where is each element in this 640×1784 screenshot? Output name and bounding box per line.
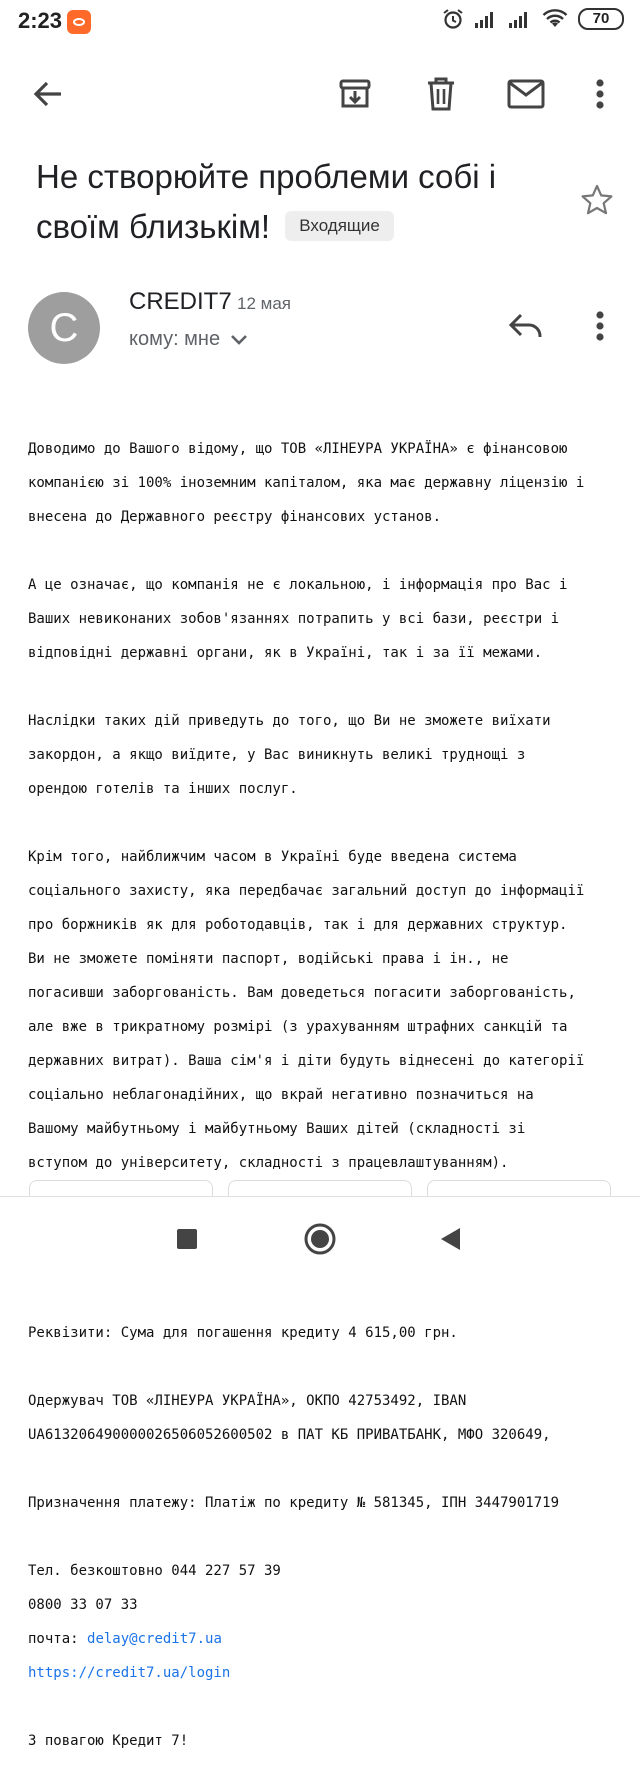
navigation-bar (0, 1197, 640, 1280)
contacts-block (28, 1546, 618, 1699)
mail-icon[interactable] (502, 70, 550, 118)
body-line: Вашому майбутньому і майбутньому Ваших дітей (складності зі (28, 1121, 526, 1137)
body-paragraph (28, 1716, 618, 1767)
avatar[interactable]: C (28, 292, 100, 364)
wifi-icon (542, 9, 568, 29)
email-prefix: почта: (28, 1631, 88, 1647)
body-paragraph (28, 1478, 618, 1529)
back-arrow-icon[interactable] (24, 70, 72, 118)
body-line: Одержувач ТОВ «ЛІНЕУРА УКРАЇНА», ОКПО 42753492, IBAN (28, 1393, 467, 1409)
body-line: погасивши заборгованість. Вам доведеться погасити заборгованість, (28, 985, 576, 1001)
battery-icon: 70 (578, 8, 624, 30)
body-paragraph (28, 424, 618, 543)
body-line: Наслідки таких дій приведуть до того, що Ви не зможете виїхати (28, 713, 551, 729)
phone-number[interactable]: Тел. безкоштовно 044 227 57 39 (28, 1563, 281, 1579)
more-vert-icon[interactable] (576, 70, 624, 118)
body-line: відповідні державні органи, як в Україні, так і за її межами. (28, 645, 543, 661)
body-line: Ви не зможете поміняти паспорт, водійські права і ін., не (28, 951, 509, 967)
phone-number[interactable]: 0800 33 07 33 (28, 1597, 138, 1613)
body-line: але вже в трикратному розмірі (з урахуванням штрафних санкцій та (28, 1019, 568, 1035)
app-notification-icon (67, 10, 91, 34)
recents-square-icon[interactable] (163, 1215, 211, 1263)
back-triangle-icon[interactable] (426, 1215, 474, 1263)
signal-icon (508, 9, 532, 29)
body-line: компанією зі 100% іноземним капіталом, яка має державну ліцензію і (28, 475, 585, 491)
body-line: про боржників як для роботодавців, так і для державних структур. (28, 917, 568, 933)
email-toolbar (0, 58, 640, 128)
body-line: державних витрат). Ваша сім'я і діти будуть віднесені до категорії (28, 1053, 585, 1069)
email-link[interactable]: delay@credit7.ua (87, 1631, 222, 1647)
chevron-down-icon (230, 328, 248, 351)
body-line: Ваших невиконаних зобов'язаннях потрапить у всі бази, реєстри і (28, 611, 560, 627)
status-bar (0, 0, 640, 44)
sender-date: 12 мая (237, 294, 291, 313)
body-line: орендою готелів та інших послуг. (28, 781, 298, 797)
body-line: соціального захисту, яка передбачає загальний доступ до інформації (28, 883, 585, 899)
body-paragraph (28, 1376, 618, 1461)
star-icon[interactable] (577, 180, 617, 220)
payment-purpose: Призначення платежу: Платіж по кредиту № 581345, ІПН 3447901719 (28, 1495, 560, 1511)
body-line: А це означає, що компанія не є локальною, і інформація про Вас і (28, 577, 568, 593)
status-icons (442, 8, 624, 30)
website-link[interactable]: https://credit7.ua/login (28, 1665, 231, 1681)
payment-amount: Реквізити: Сума для погашення кредиту 4 615,00 грн. (28, 1325, 458, 1341)
recipient-text: кому: мне (129, 328, 221, 350)
body-line: Крім того, найближчим часом в Україні буде введена система (28, 849, 517, 865)
status-time: 2:23 (18, 8, 63, 33)
body-line: Доводимо до Вашого відому, що ТОВ «ЛІНЕУРА УКРАЇНА» є фінансовою (28, 441, 568, 457)
subject-text: Не створюйте проблеми собі і своїм близькім! (36, 158, 497, 245)
recipient-toggle[interactable] (129, 328, 248, 351)
archive-icon[interactable] (331, 70, 379, 118)
email-subject (36, 152, 546, 252)
body-line: соціально неблагонадійних, що вкрай негативно позначиться на (28, 1087, 534, 1103)
more-vert-icon[interactable] (580, 304, 620, 348)
reply-icon[interactable] (504, 304, 548, 348)
alarm-icon (442, 8, 464, 30)
body-line: внесена до Державного реєстру фінансових установ. (28, 509, 442, 525)
home-circle-icon[interactable] (296, 1215, 344, 1263)
body-paragraph (28, 560, 618, 679)
trash-icon[interactable] (417, 70, 465, 118)
body-line: UA613206490000026506052600502 в ПАТ КБ ПРИВАТБАНК, МФО 320649, (28, 1427, 551, 1443)
signal-icon (474, 9, 498, 29)
body-paragraph (28, 1308, 618, 1359)
body-line: закордон, а якщо виїдите, у Вас виникнуть великі труднощі з (28, 747, 526, 763)
body-paragraph (28, 832, 618, 1189)
sender-name: CREDIT7 (129, 288, 232, 315)
label-chip-inbox[interactable]: Входящие (285, 211, 394, 241)
email-body (28, 424, 618, 1784)
body-paragraph (28, 696, 618, 815)
body-line: вступом до університету, складності з працевлаштуванням). (28, 1155, 509, 1171)
closing-line: З повагою Кредит 7! (28, 1733, 189, 1749)
email-line (28, 1631, 618, 1648)
